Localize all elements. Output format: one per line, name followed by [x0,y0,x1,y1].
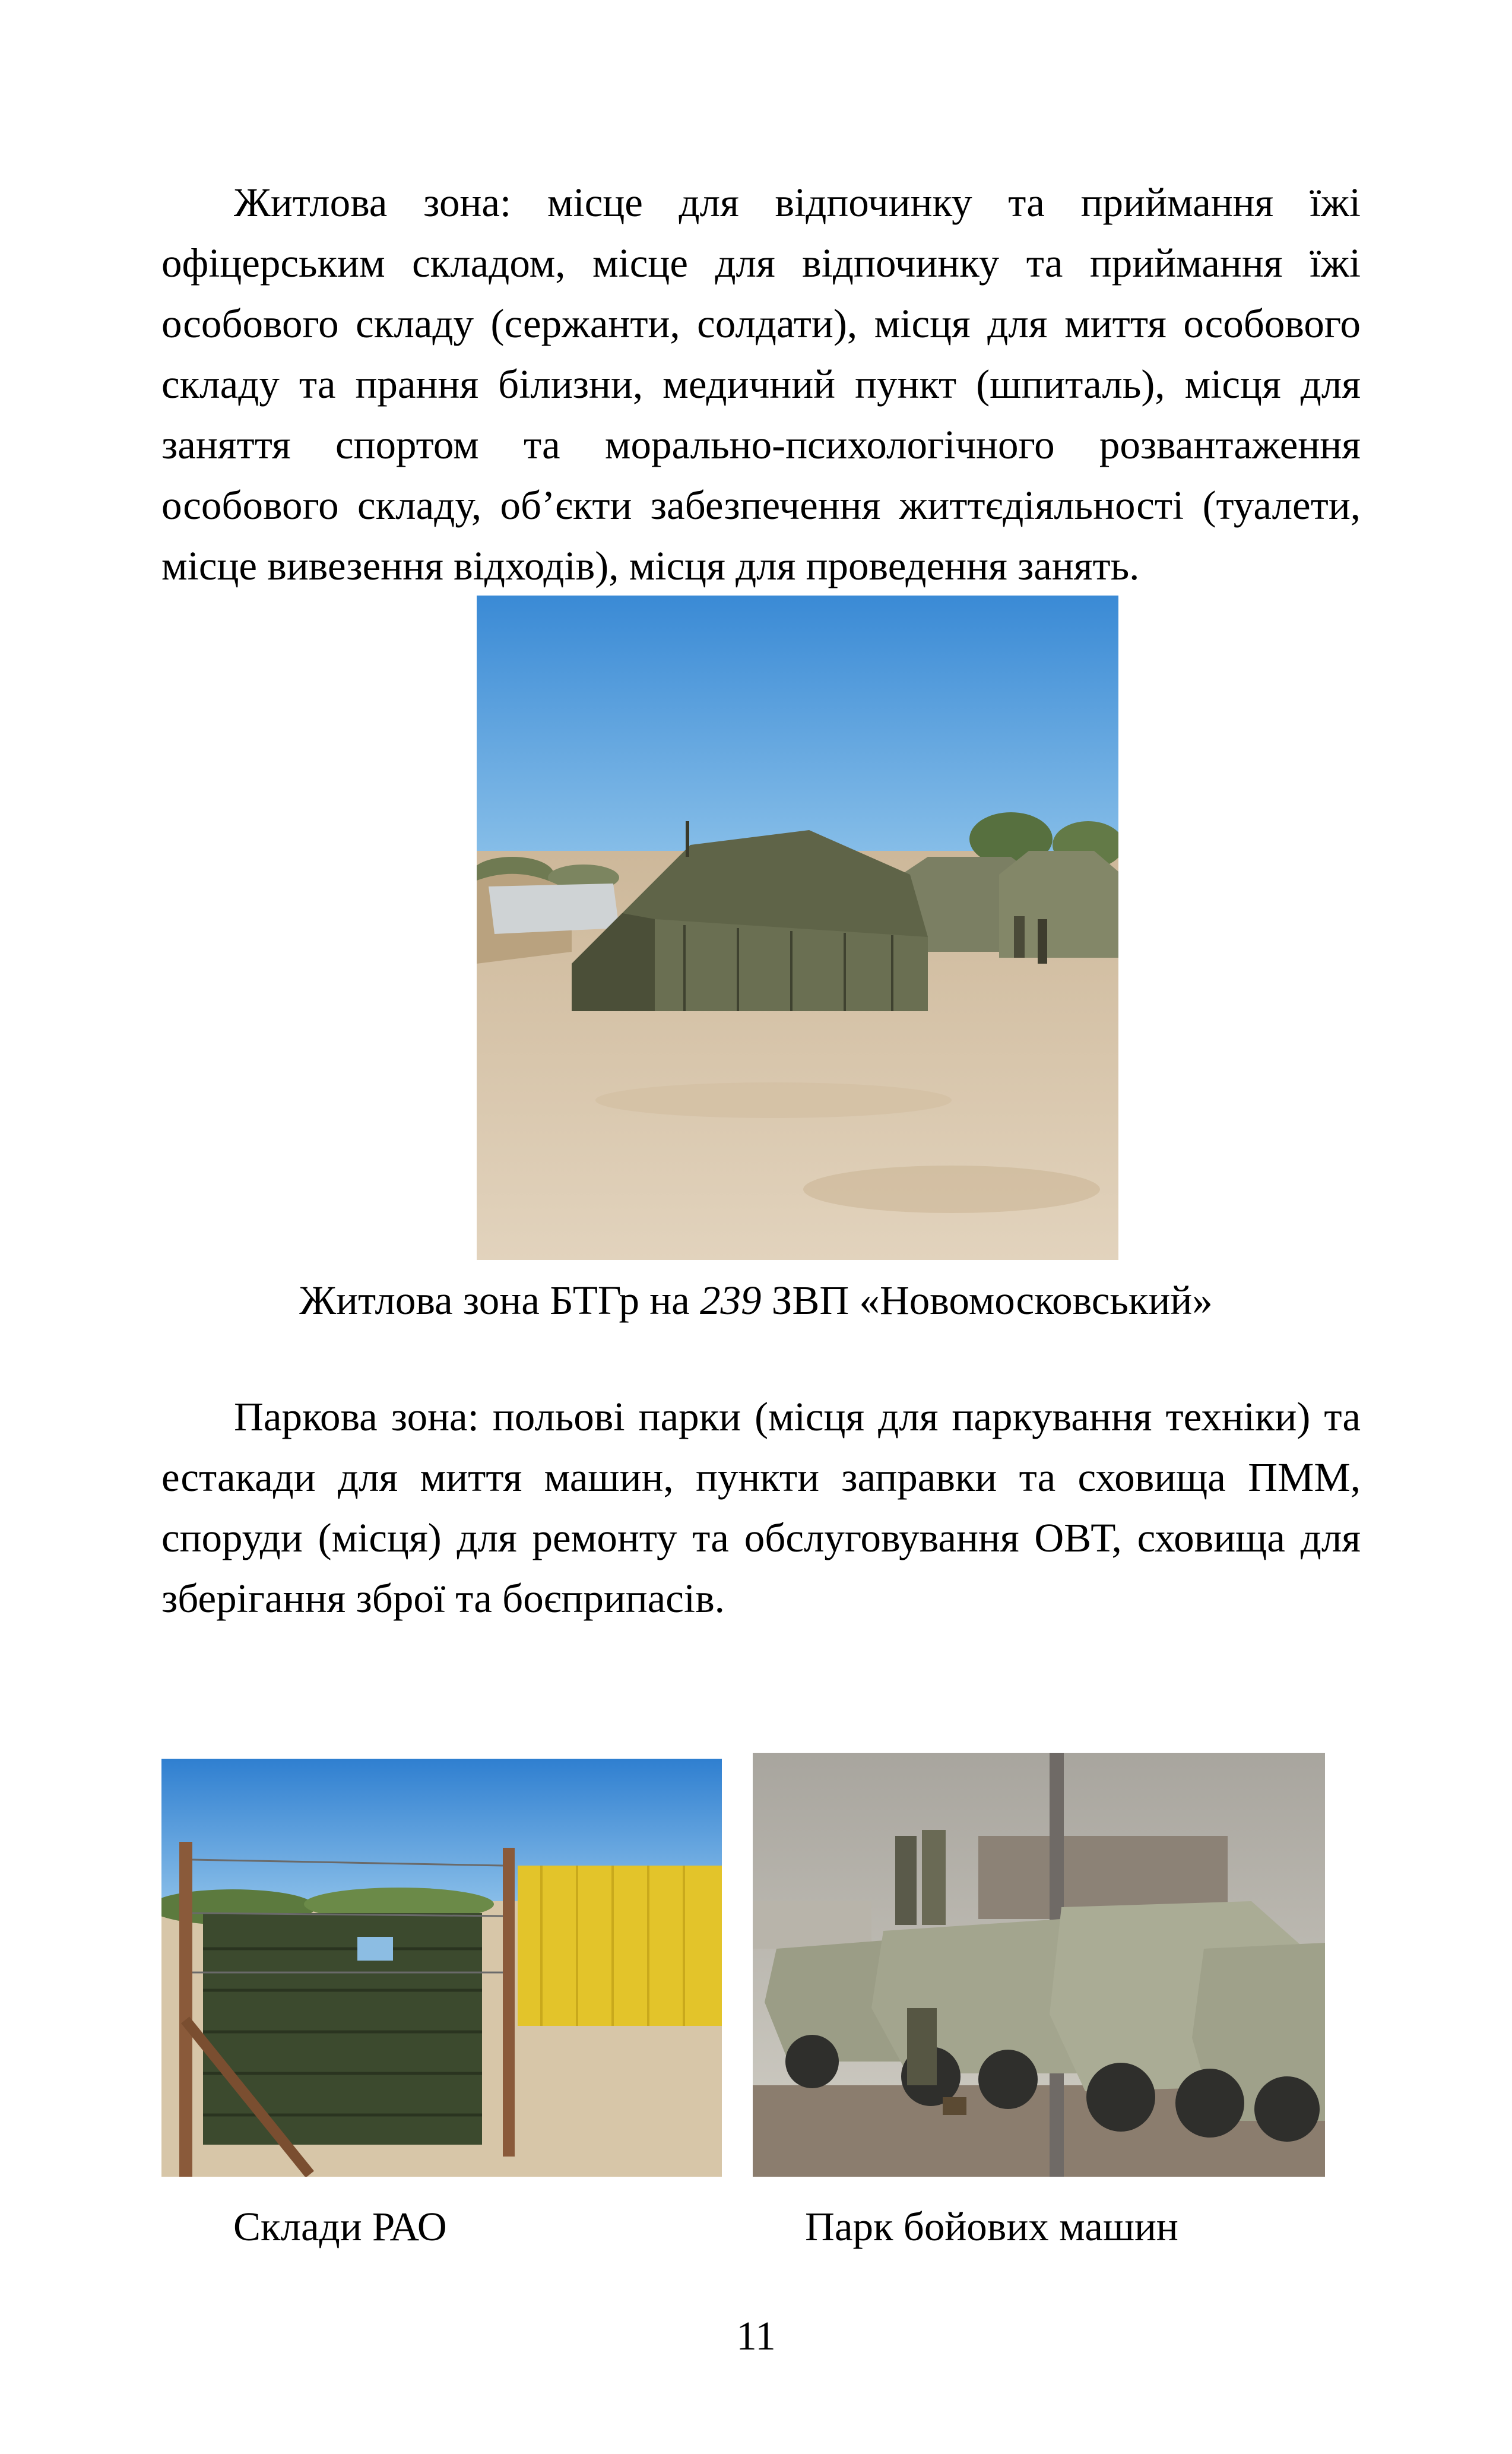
caption-residential-zone [0,1277,1512,1324]
caption-zvp-number: 239 [700,1278,762,1323]
caption-combat-vehicles: Парк бойових машин [805,2204,1178,2249]
paragraph-residential-zone: Житлова зона: місце для відпочинку та приймання їжі офіцерським складом, місце для відпочинку та приймання їжі особового складу (сержанти, солдати), місця для миття особового складу та прання білизни, медичний пункт (шпиталь), місця для заняття спортом та морально-психологічного розвантаження особового складу, об’єкти забезпечення життєдіяльності (туалети, місце вивезення відходів), місця для проведення занять. [161,180,1361,588]
page-number: 11 [736,2313,776,2358]
caption-residential-zone-place: ЗВП «Новомосковський» [761,1278,1213,1323]
photo-combat-vehicles [753,1753,1325,2177]
photo-ammo-storage [161,1759,722,2177]
caption-ammo-storage: Склади РАО [233,2204,447,2249]
paragraph-park-zone: Паркова зона: польові парки (місця для паркування техніки) та естакади для миття машин, пункти заправки та сховища ПММ, споруди (місця) для ремонту та обслуговування ОВТ, сховища для зберігання зброї та боєприпасів. [161,1394,1361,1621]
caption-residential-zone-text: Житлова зона БТГр на [299,1278,700,1323]
photo-tent-camp [477,596,1118,1260]
